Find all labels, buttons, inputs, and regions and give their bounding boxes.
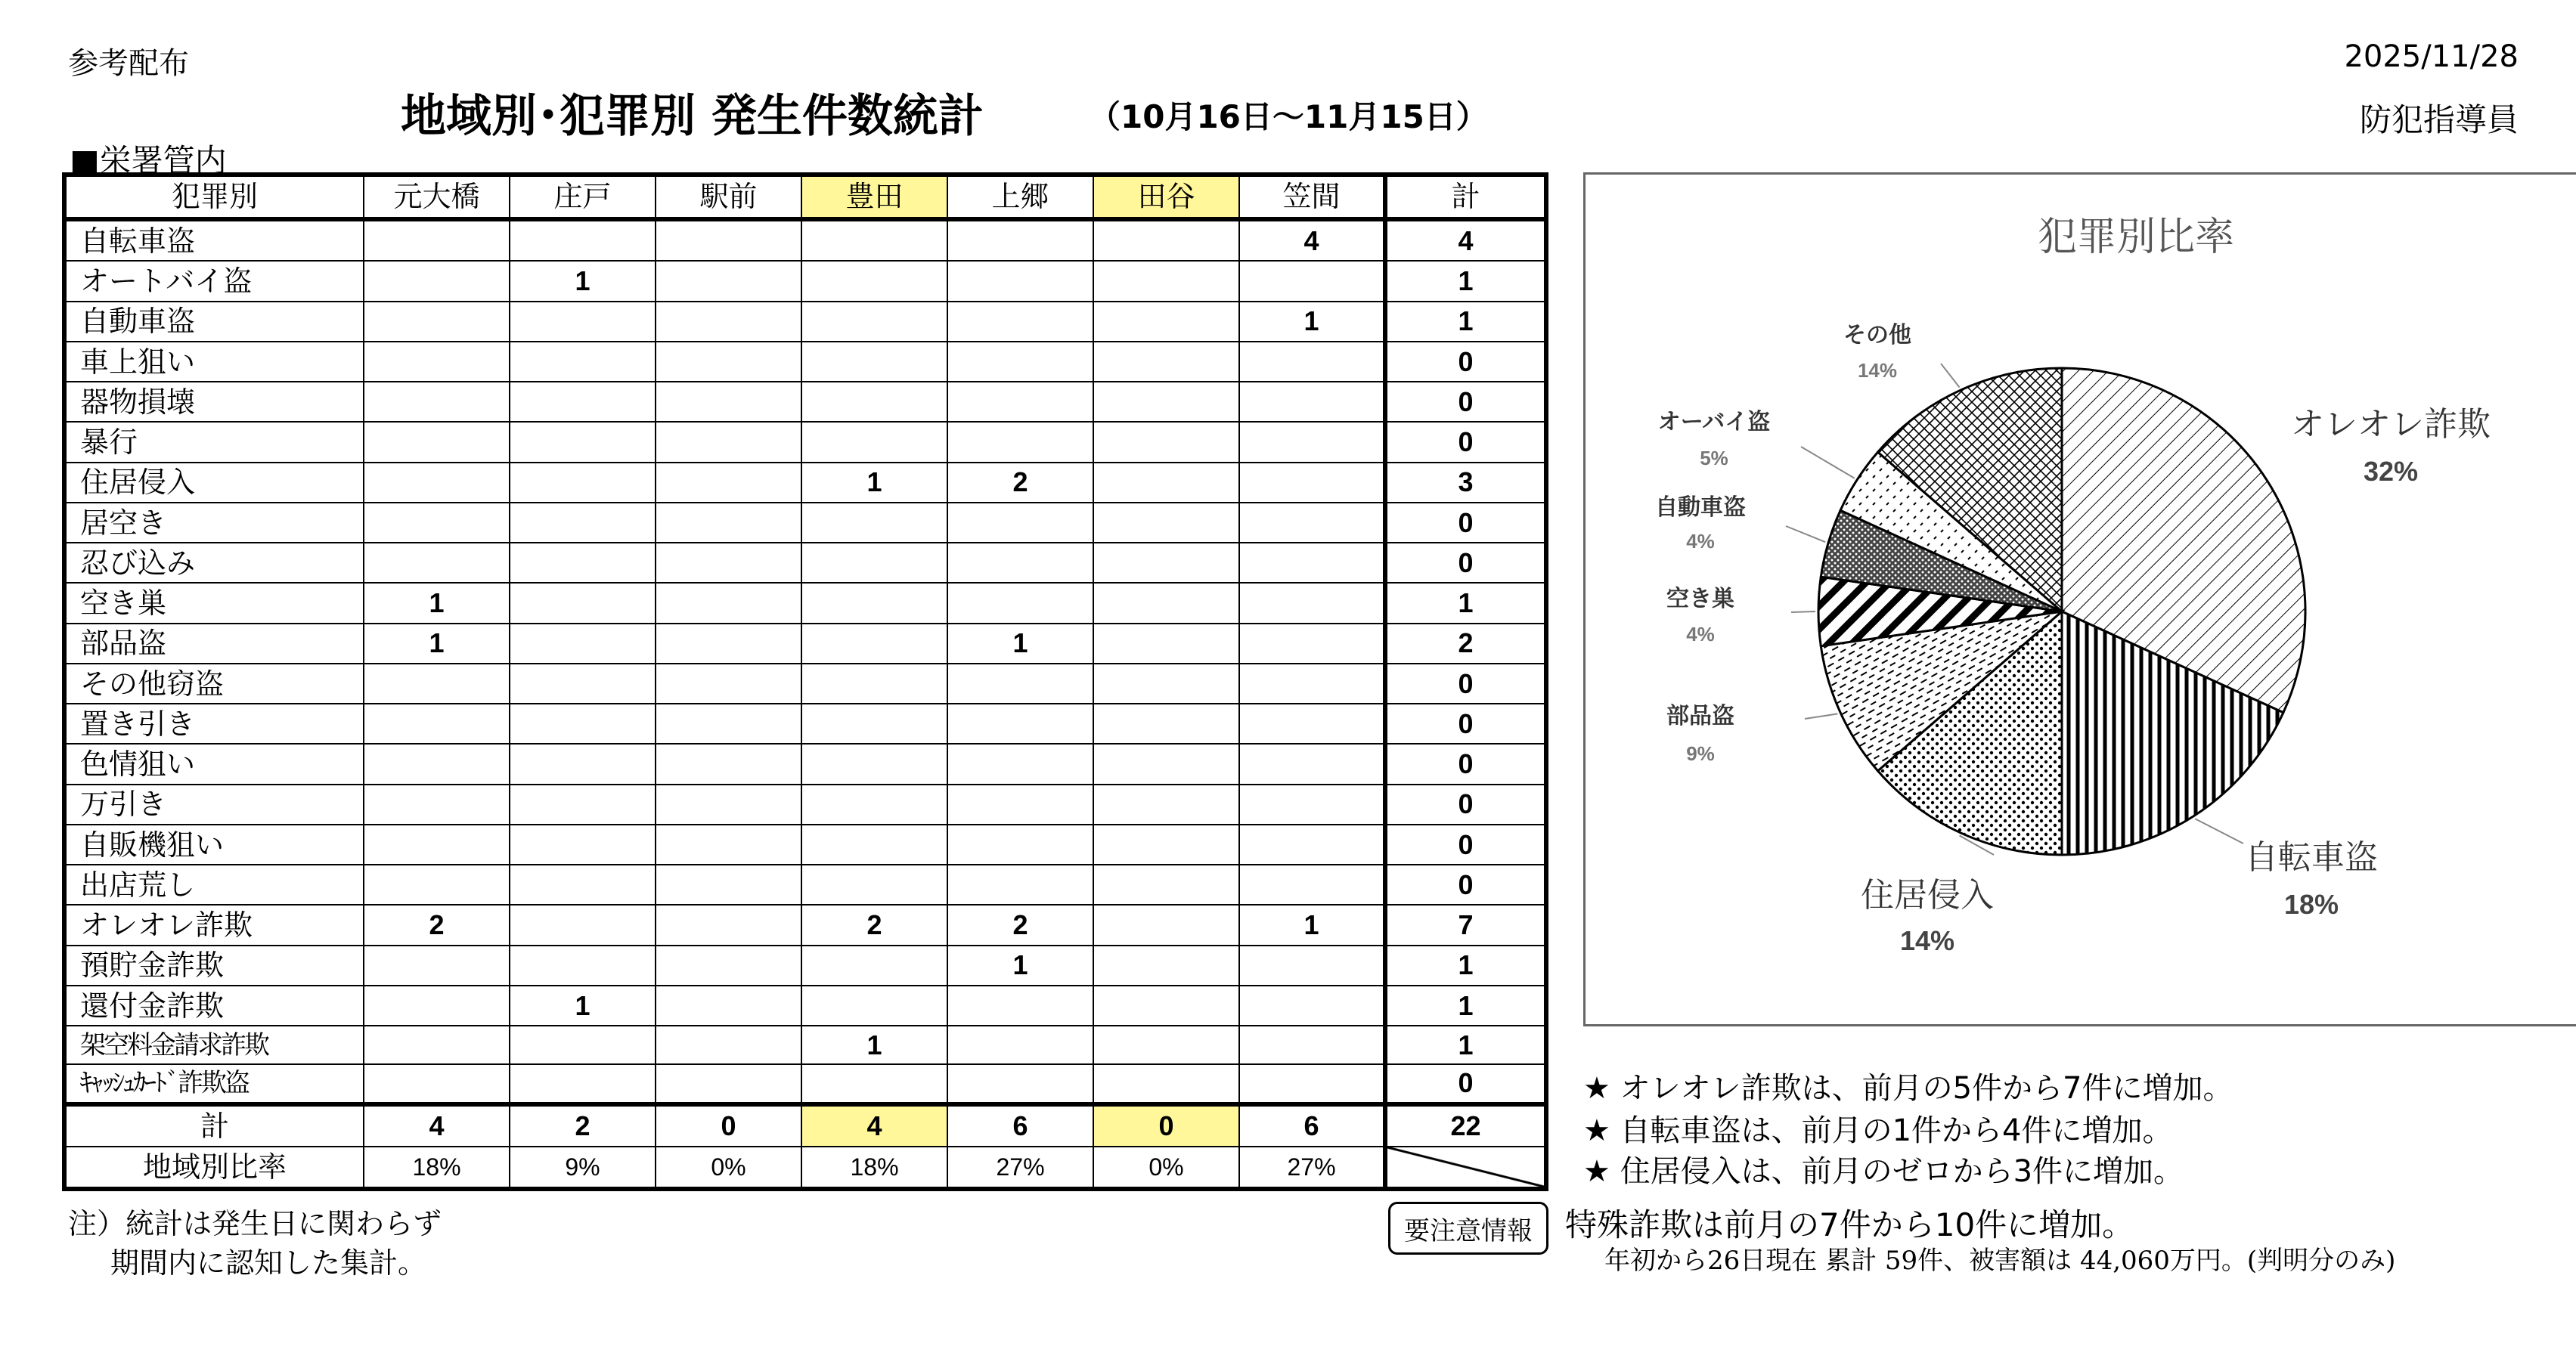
row-label: オレオレ詐欺	[64, 905, 364, 945]
row-total: 3	[1385, 463, 1546, 503]
row-total: 0	[1385, 744, 1546, 784]
table-cell	[947, 583, 1093, 623]
table-cell	[510, 463, 656, 503]
row-total: 0	[1385, 664, 1546, 704]
table-cell	[947, 785, 1093, 825]
table-cell	[510, 503, 656, 543]
column-header-region: 田谷	[1093, 175, 1239, 219]
table-cell: 1	[510, 261, 656, 301]
table-cell	[364, 261, 510, 301]
row-label: 自動車盗	[64, 302, 364, 342]
column-header-total: 計	[1385, 175, 1546, 219]
row-total: 1	[1385, 261, 1546, 301]
table-cell	[801, 261, 947, 301]
row-label: 出店荒し	[64, 865, 364, 905]
table-cell	[510, 1026, 656, 1064]
organization-label: 防犯指導員	[2359, 101, 2519, 138]
table-cell: 1	[801, 1026, 947, 1064]
region-ratio: 27%	[947, 1147, 1093, 1189]
table-cell: 1	[364, 624, 510, 664]
table-cell	[364, 382, 510, 422]
table-cell	[364, 422, 510, 462]
row-total: 0	[1385, 825, 1546, 865]
slice-percent: 5%	[1700, 447, 1728, 469]
table-cell	[1093, 503, 1239, 543]
table-cell	[1093, 865, 1239, 905]
note-line-2: 期間内に認知した集計。	[110, 1246, 427, 1280]
column-header-region: 豊田	[801, 175, 947, 219]
row-total: 0	[1385, 785, 1546, 825]
leader-line	[1801, 447, 1855, 478]
region-total: 4	[364, 1104, 510, 1147]
table-cell	[1239, 583, 1385, 623]
table-cell	[510, 865, 656, 905]
table-cell	[1239, 986, 1385, 1026]
slice-percent: 14%	[1857, 359, 1898, 382]
table-cell	[1093, 704, 1239, 744]
slice-label: 住居侵入	[1861, 876, 1994, 915]
table-cell	[510, 583, 656, 623]
table-row	[64, 785, 1546, 825]
table-cell	[364, 219, 510, 262]
table-cell	[801, 1064, 947, 1104]
table-cell	[656, 219, 801, 262]
region-ratio: 0%	[656, 1147, 801, 1189]
table-cell	[1239, 624, 1385, 664]
row-label: ｷｬｯｼｭｶｰﾄﾞ詐欺盗	[64, 1064, 364, 1104]
region-total: 0	[656, 1104, 801, 1147]
table-cell	[801, 704, 947, 744]
table-cell	[947, 704, 1093, 744]
special-fraud-detail: 年初から26日現在 累計 59件、被害額は 44,060万円。(判明分のみ)	[1604, 1246, 2396, 1276]
slice-percent: 18%	[2283, 889, 2339, 920]
table-cell	[364, 865, 510, 905]
table-cell	[364, 1064, 510, 1104]
table-cell	[1093, 1026, 1239, 1064]
region-ratio: 9%	[510, 1147, 656, 1189]
slice-percent: 14%	[1899, 925, 1955, 956]
column-header-region: 駅前	[656, 175, 801, 219]
table-cell	[510, 1064, 656, 1104]
table-row	[64, 261, 1546, 301]
special-fraud-summary: 特殊詐欺は前月の7件から10件に増加。	[1565, 1206, 2134, 1243]
column-header-region: 上郷	[947, 175, 1093, 219]
table-row	[64, 503, 1546, 543]
row-label: 架空料金請求詐欺	[64, 1026, 364, 1064]
table-cell	[801, 422, 947, 462]
table-cell	[656, 946, 801, 986]
table-cell	[801, 865, 947, 905]
table-row	[64, 302, 1546, 342]
row-label: 自販機狙い	[64, 825, 364, 865]
distribution-note: 参考配布	[68, 46, 189, 81]
table-row	[64, 825, 1546, 865]
slice-percent: 9%	[1686, 742, 1715, 765]
table-cell	[801, 219, 947, 262]
table-cell	[364, 785, 510, 825]
table-cell	[1093, 785, 1239, 825]
row-total: 1	[1385, 583, 1546, 623]
table-cell	[1239, 1064, 1385, 1104]
period-label: （10月16日～11月15日）	[1089, 98, 1488, 135]
table-header-row	[64, 175, 1546, 219]
table-cell	[364, 342, 510, 382]
table-cell	[947, 382, 1093, 422]
leader-line	[1791, 611, 1815, 612]
table-cell	[1239, 865, 1385, 905]
row-label: 空き巣	[64, 583, 364, 623]
slice-label: その他	[1843, 322, 1911, 348]
table-cell	[1093, 744, 1239, 784]
table-cell	[1093, 543, 1239, 583]
area-label: ■栄署管内	[70, 142, 227, 179]
table-cell	[510, 704, 656, 744]
table-cell	[364, 503, 510, 543]
row-label: 住居侵入	[64, 463, 364, 503]
table-cell	[1239, 503, 1385, 543]
table-cell: 2	[801, 905, 947, 945]
row-label: 忍び込み	[64, 543, 364, 583]
table-cell	[947, 1026, 1093, 1064]
table-cell	[364, 986, 510, 1026]
table-cell: 1	[1239, 302, 1385, 342]
table-cell	[947, 302, 1093, 342]
region-ratio: 18%	[801, 1147, 947, 1189]
table-cell	[364, 704, 510, 744]
table-cell	[1093, 905, 1239, 945]
table-cell	[1239, 463, 1385, 503]
leader-line	[1941, 364, 1960, 387]
table-cell	[1093, 422, 1239, 462]
table-cell	[656, 302, 801, 342]
table-cell: 1	[364, 583, 510, 623]
table-cell: 2	[947, 905, 1093, 945]
column-header-region: 庄戸	[510, 175, 656, 219]
row-label: 自転車盗	[64, 219, 364, 262]
table-cell	[1093, 624, 1239, 664]
table-cell	[656, 744, 801, 784]
slice-label: 部品盗	[1666, 703, 1734, 729]
table-cell	[1093, 664, 1239, 704]
table-cell	[1093, 583, 1239, 623]
table-cell	[1239, 382, 1385, 422]
table-cell	[801, 543, 947, 583]
table-cell	[1093, 302, 1239, 342]
table-cell	[656, 664, 801, 704]
table-cell	[656, 503, 801, 543]
table-cell	[1239, 946, 1385, 986]
table-cell	[947, 865, 1093, 905]
row-total: 0	[1385, 422, 1546, 462]
table-cell	[947, 422, 1093, 462]
table-row	[64, 342, 1546, 382]
table-cell	[801, 624, 947, 664]
row-total: 0	[1385, 704, 1546, 744]
row-total: 1	[1385, 302, 1546, 342]
table-cell	[801, 503, 947, 543]
row-total: 0	[1385, 543, 1546, 583]
chart-title: 犯罪別比率	[2037, 215, 2235, 260]
table-cell	[801, 986, 947, 1026]
table-cell	[1093, 825, 1239, 865]
row-total: 1	[1385, 1026, 1546, 1064]
slice-label: 自動車盗	[1655, 494, 1746, 521]
table-cell	[947, 986, 1093, 1026]
table-cell	[1239, 1026, 1385, 1064]
row-label: 居空き	[64, 503, 364, 543]
table-cell	[656, 865, 801, 905]
table-cell	[801, 946, 947, 986]
table-cell	[364, 463, 510, 503]
table-cell: 1	[1239, 905, 1385, 945]
region-ratio: 27%	[1239, 1147, 1385, 1189]
table-cell	[510, 422, 656, 462]
table-cell	[947, 825, 1093, 865]
page-title: 地域別･犯罪別 発生件数統計	[401, 90, 984, 143]
table-cell	[656, 463, 801, 503]
table-cell: 1	[510, 986, 656, 1026]
table-cell	[510, 624, 656, 664]
row-label: 万引き	[64, 785, 364, 825]
row-total: 7	[1385, 905, 1546, 945]
region-total: 0	[1093, 1104, 1239, 1147]
table-cell	[364, 744, 510, 784]
table-cell	[364, 1026, 510, 1064]
table-cell	[947, 342, 1093, 382]
slice-percent: 32%	[2363, 456, 2419, 487]
table-cell	[801, 583, 947, 623]
region-ratio: 0%	[1093, 1147, 1239, 1189]
table-cell	[801, 664, 947, 704]
row-total: 1	[1385, 946, 1546, 986]
table-cell	[1239, 744, 1385, 784]
row-label: オートバイ盗	[64, 261, 364, 301]
leader-line	[1786, 526, 1825, 542]
table-cell	[1239, 825, 1385, 865]
table-cell	[656, 342, 801, 382]
row-label: 車上狙い	[64, 342, 364, 382]
table-row	[64, 583, 1546, 623]
table-cell	[510, 219, 656, 262]
table-cell	[364, 664, 510, 704]
table-cell: 2	[947, 463, 1093, 503]
table-cell	[1239, 543, 1385, 583]
grand-total: 22	[1385, 1104, 1546, 1147]
bullet-1: ★ オレオレ詐欺は、前月の5件から7件に増加。	[1583, 1071, 2233, 1106]
row-label: 置き引き	[64, 704, 364, 744]
table-cell	[947, 543, 1093, 583]
table-cell	[1093, 986, 1239, 1026]
table-cell	[1093, 261, 1239, 301]
row-total: 0	[1385, 865, 1546, 905]
note-line-1: 注）統計は発生日に関わらず	[68, 1207, 442, 1240]
row-total: 4	[1385, 219, 1546, 262]
table-cell	[1239, 422, 1385, 462]
bullet-2: ★ 自転車盗は、前月の1件から4件に増加。	[1583, 1113, 2173, 1148]
table-cell	[656, 382, 801, 422]
row-label: 預貯金詐欺	[64, 946, 364, 986]
table-cell	[656, 1064, 801, 1104]
slice-label: オレオレ詐欺	[2291, 405, 2491, 444]
table-cell	[801, 744, 947, 784]
row-total: 0	[1385, 1064, 1546, 1104]
crime-statistics-table	[62, 172, 1548, 1191]
table-cell	[947, 219, 1093, 262]
pie-chart	[1586, 175, 2576, 1024]
table-cell	[656, 1026, 801, 1064]
table-cell	[510, 785, 656, 825]
table-cell	[656, 785, 801, 825]
row-total: 0	[1385, 382, 1546, 422]
column-header-crime-type: 犯罪別	[64, 175, 364, 219]
table-cell	[364, 946, 510, 986]
document-date: 2025/11/28	[2344, 39, 2519, 74]
table-cell	[1093, 946, 1239, 986]
table-cell	[510, 744, 656, 784]
table-row	[64, 422, 1546, 462]
row-label: 還付金詐欺	[64, 986, 364, 1026]
slice-label: 自転車盗	[2245, 838, 2378, 877]
table-row	[64, 624, 1546, 664]
table-row	[64, 463, 1546, 503]
table-cell	[656, 583, 801, 623]
table-cell	[947, 744, 1093, 784]
slice-percent: 4%	[1686, 530, 1715, 553]
caution-info-button[interactable]: 要注意情報	[1388, 1202, 1548, 1255]
table-cell	[801, 825, 947, 865]
table-cell	[947, 664, 1093, 704]
table-cell	[947, 1064, 1093, 1104]
ratio-row	[64, 1147, 1546, 1189]
table-cell	[510, 946, 656, 986]
column-header-region: 笠間	[1239, 175, 1385, 219]
region-ratio: 18%	[364, 1147, 510, 1189]
slice-label: オーバイ盗	[1657, 409, 1771, 435]
table-cell	[510, 382, 656, 422]
table-cell	[947, 503, 1093, 543]
region-total: 6	[1239, 1104, 1385, 1147]
table-cell	[801, 382, 947, 422]
table-cell	[656, 704, 801, 744]
table-cell	[656, 543, 801, 583]
slice-percent: 4%	[1686, 623, 1715, 645]
table-row	[64, 986, 1546, 1026]
table-cell	[510, 825, 656, 865]
table-cell	[656, 422, 801, 462]
table-cell	[656, 905, 801, 945]
row-label: 暴行	[64, 422, 364, 462]
table-cell	[1093, 1064, 1239, 1104]
row-label: その他窃盗	[64, 664, 364, 704]
leader-line	[2195, 819, 2243, 844]
table-row	[64, 664, 1546, 704]
row-label: 部品盗	[64, 624, 364, 664]
table-cell	[364, 543, 510, 583]
region-total: 6	[947, 1104, 1093, 1147]
table-row	[64, 1026, 1546, 1064]
table-cell: 1	[947, 624, 1093, 664]
table-cell	[510, 342, 656, 382]
row-label: 器物損壊	[64, 382, 364, 422]
table-cell	[1239, 664, 1385, 704]
pie-chart-panel	[1583, 172, 2576, 1026]
table-cell	[1093, 342, 1239, 382]
column-header-region: 元大橋	[364, 175, 510, 219]
bullet-3: ★ 住居侵入は、前月のゼロから3件に増加。	[1583, 1154, 2184, 1189]
table-cell	[656, 624, 801, 664]
table-row	[64, 946, 1546, 986]
table-row	[64, 744, 1546, 784]
totals-row	[64, 1104, 1546, 1147]
table-cell	[1239, 704, 1385, 744]
table-row	[64, 543, 1546, 583]
table-cell	[801, 302, 947, 342]
table-row	[64, 382, 1546, 422]
table-cell	[801, 785, 947, 825]
slice-label: 空き巣	[1666, 586, 1734, 612]
table-cell: 4	[1239, 219, 1385, 262]
row-total: 0	[1385, 503, 1546, 543]
region-total: 4	[801, 1104, 947, 1147]
table-cell	[510, 664, 656, 704]
table-cell: 2	[364, 905, 510, 945]
row-total: 1	[1385, 986, 1546, 1026]
totals-label: 計	[64, 1104, 364, 1147]
ratio-empty-cell	[1385, 1147, 1546, 1189]
table-cell	[364, 825, 510, 865]
table-cell	[656, 825, 801, 865]
row-total: 0	[1385, 342, 1546, 382]
table-row	[64, 219, 1546, 262]
table-cell	[1239, 785, 1385, 825]
table-cell	[1093, 382, 1239, 422]
row-total: 2	[1385, 624, 1546, 664]
ratio-label: 地域別比率	[64, 1147, 364, 1189]
leader-line	[1805, 714, 1837, 719]
table-cell	[1093, 463, 1239, 503]
table-cell	[656, 986, 801, 1026]
table-cell	[947, 261, 1093, 301]
table-cell	[364, 302, 510, 342]
table-cell	[510, 302, 656, 342]
table-cell	[510, 905, 656, 945]
table-cell	[1093, 219, 1239, 262]
table-row	[64, 704, 1546, 744]
table-cell	[1239, 261, 1385, 301]
table-cell	[801, 342, 947, 382]
table-row	[64, 905, 1546, 945]
table-cell	[510, 543, 656, 583]
table-row	[64, 865, 1546, 905]
row-label: 色情狙い	[64, 744, 364, 784]
table-cell: 1	[947, 946, 1093, 986]
table-cell: 1	[801, 463, 947, 503]
table-row	[64, 1064, 1546, 1104]
region-total: 2	[510, 1104, 656, 1147]
table-cell	[1239, 342, 1385, 382]
table-cell	[656, 261, 801, 301]
